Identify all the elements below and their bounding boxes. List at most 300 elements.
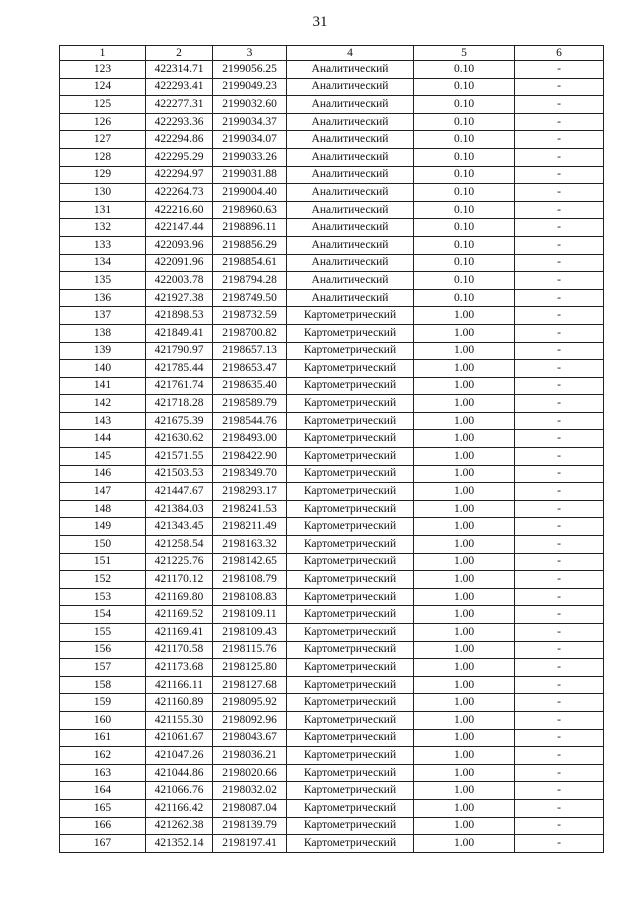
x-coordinate-cell: 421571.55 xyxy=(146,448,213,466)
point-number-cell: 164 xyxy=(60,782,146,800)
x-coordinate-cell: 422294.86 xyxy=(146,131,213,149)
point-number-cell: 147 xyxy=(60,483,146,501)
accuracy-cell: 1.00 xyxy=(414,835,515,853)
table-header xyxy=(60,46,604,61)
method-cell: Картометрический xyxy=(287,817,414,835)
method-cell: Картометрический xyxy=(287,676,414,694)
point-number-cell: 144 xyxy=(60,430,146,448)
x-coordinate-cell: 422293.41 xyxy=(146,78,213,96)
method-cell: Аналитический xyxy=(287,113,414,131)
table-row xyxy=(60,272,604,290)
table-row xyxy=(60,606,604,624)
accuracy-cell: 1.00 xyxy=(414,571,515,589)
point-number-cell: 152 xyxy=(60,571,146,589)
accuracy-cell: 1.00 xyxy=(414,782,515,800)
column-header-5: 5 xyxy=(414,46,515,61)
y-coordinate-cell: 2198293.17 xyxy=(213,483,287,501)
table-row xyxy=(60,799,604,817)
table-row xyxy=(60,659,604,677)
x-coordinate-cell: 421718.28 xyxy=(146,395,213,413)
x-coordinate-cell: 421225.76 xyxy=(146,553,213,571)
table-row xyxy=(60,412,604,430)
y-coordinate-cell: 2199049.23 xyxy=(213,78,287,96)
method-cell: Картометрический xyxy=(287,659,414,677)
note-cell: - xyxy=(515,201,604,219)
method-cell: Картометрический xyxy=(287,412,414,430)
table-row xyxy=(60,764,604,782)
accuracy-cell: 1.00 xyxy=(414,377,515,395)
method-cell: Аналитический xyxy=(287,78,414,96)
accuracy-cell: 1.00 xyxy=(414,465,515,483)
accuracy-cell: 1.00 xyxy=(414,817,515,835)
y-coordinate-cell: 2199031.88 xyxy=(213,166,287,184)
x-coordinate-cell: 421898.53 xyxy=(146,307,213,325)
accuracy-cell: 0.10 xyxy=(414,184,515,202)
method-cell: Картометрический xyxy=(287,448,414,466)
x-coordinate-cell: 421170.58 xyxy=(146,641,213,659)
accuracy-cell: 1.00 xyxy=(414,553,515,571)
point-number-cell: 126 xyxy=(60,113,146,131)
table-row xyxy=(60,624,604,642)
accuracy-cell: 1.00 xyxy=(414,483,515,501)
note-cell: - xyxy=(515,835,604,853)
method-cell: Аналитический xyxy=(287,96,414,114)
table-row xyxy=(60,131,604,149)
y-coordinate-cell: 2198657.13 xyxy=(213,342,287,360)
x-coordinate-cell: 421166.42 xyxy=(146,799,213,817)
method-cell: Картометрический xyxy=(287,536,414,554)
y-coordinate-cell: 2198125.80 xyxy=(213,659,287,677)
note-cell: - xyxy=(515,553,604,571)
x-coordinate-cell: 421160.89 xyxy=(146,694,213,712)
method-cell: Картометрический xyxy=(287,553,414,571)
y-coordinate-cell: 2198349.70 xyxy=(213,465,287,483)
table-row xyxy=(60,289,604,307)
y-coordinate-cell: 2198700.82 xyxy=(213,324,287,342)
x-coordinate-cell: 421166.11 xyxy=(146,676,213,694)
point-number-cell: 157 xyxy=(60,659,146,677)
accuracy-cell: 1.00 xyxy=(414,711,515,729)
point-number-cell: 156 xyxy=(60,641,146,659)
method-cell: Аналитический xyxy=(287,131,414,149)
x-coordinate-cell: 421790.97 xyxy=(146,342,213,360)
note-cell: - xyxy=(515,500,604,518)
accuracy-cell: 1.00 xyxy=(414,360,515,378)
point-number-cell: 161 xyxy=(60,729,146,747)
accuracy-cell: 1.00 xyxy=(414,588,515,606)
x-coordinate-cell: 421169.80 xyxy=(146,588,213,606)
note-cell: - xyxy=(515,131,604,149)
x-coordinate-cell: 421503.53 xyxy=(146,465,213,483)
accuracy-cell: 0.10 xyxy=(414,219,515,237)
point-number-cell: 163 xyxy=(60,764,146,782)
table-row xyxy=(60,236,604,254)
x-coordinate-cell: 421169.41 xyxy=(146,624,213,642)
x-coordinate-cell: 422264.73 xyxy=(146,184,213,202)
point-number-cell: 134 xyxy=(60,254,146,272)
note-cell: - xyxy=(515,659,604,677)
note-cell: - xyxy=(515,430,604,448)
accuracy-cell: 1.00 xyxy=(414,500,515,518)
table-row xyxy=(60,782,604,800)
point-number-cell: 155 xyxy=(60,624,146,642)
accuracy-cell: 0.10 xyxy=(414,113,515,131)
accuracy-cell: 1.00 xyxy=(414,659,515,677)
column-header-6: 6 xyxy=(515,46,604,61)
y-coordinate-cell: 2198493.00 xyxy=(213,430,287,448)
accuracy-cell: 1.00 xyxy=(414,395,515,413)
method-cell: Картометрический xyxy=(287,571,414,589)
y-coordinate-cell: 2198092.96 xyxy=(213,711,287,729)
x-coordinate-cell: 421258.54 xyxy=(146,536,213,554)
y-coordinate-cell: 2198544.76 xyxy=(213,412,287,430)
table-row xyxy=(60,553,604,571)
method-cell: Картометрический xyxy=(287,307,414,325)
table-row xyxy=(60,747,604,765)
x-coordinate-cell: 422314.71 xyxy=(146,61,213,79)
column-header-3: 3 xyxy=(213,46,287,61)
x-coordinate-cell: 422091.96 xyxy=(146,254,213,272)
accuracy-cell: 1.00 xyxy=(414,324,515,342)
point-number-cell: 150 xyxy=(60,536,146,554)
method-cell: Аналитический xyxy=(287,184,414,202)
accuracy-cell: 1.00 xyxy=(414,412,515,430)
method-cell: Аналитический xyxy=(287,254,414,272)
method-cell: Аналитический xyxy=(287,272,414,290)
method-cell: Картометрический xyxy=(287,729,414,747)
method-cell: Картометрический xyxy=(287,500,414,518)
point-number-cell: 154 xyxy=(60,606,146,624)
x-coordinate-cell: 421170.12 xyxy=(146,571,213,589)
note-cell: - xyxy=(515,764,604,782)
table-row xyxy=(60,201,604,219)
x-coordinate-cell: 421047.26 xyxy=(146,747,213,765)
y-coordinate-cell: 2198108.83 xyxy=(213,588,287,606)
table-row xyxy=(60,817,604,835)
y-coordinate-cell: 2198115.76 xyxy=(213,641,287,659)
x-coordinate-cell: 421927.38 xyxy=(146,289,213,307)
coordinates-table xyxy=(59,45,604,853)
method-cell: Картометрический xyxy=(287,782,414,800)
note-cell: - xyxy=(515,747,604,765)
method-cell: Аналитический xyxy=(287,166,414,184)
method-cell: Аналитический xyxy=(287,289,414,307)
table-row xyxy=(60,430,604,448)
x-coordinate-cell: 422294.97 xyxy=(146,166,213,184)
page-number: 31 xyxy=(312,14,328,30)
table-body xyxy=(60,61,604,853)
point-number-cell: 162 xyxy=(60,747,146,765)
y-coordinate-cell: 2199034.07 xyxy=(213,131,287,149)
method-cell: Аналитический xyxy=(287,148,414,166)
point-number-cell: 124 xyxy=(60,78,146,96)
accuracy-cell: 1.00 xyxy=(414,676,515,694)
note-cell: - xyxy=(515,289,604,307)
note-cell: - xyxy=(515,184,604,202)
point-number-cell: 165 xyxy=(60,799,146,817)
x-coordinate-cell: 421384.03 xyxy=(146,500,213,518)
accuracy-cell: 1.00 xyxy=(414,342,515,360)
table-row xyxy=(60,729,604,747)
note-cell: - xyxy=(515,342,604,360)
accuracy-cell: 1.00 xyxy=(414,694,515,712)
y-coordinate-cell: 2198732.59 xyxy=(213,307,287,325)
table-row xyxy=(60,395,604,413)
note-cell: - xyxy=(515,254,604,272)
x-coordinate-cell: 421630.62 xyxy=(146,430,213,448)
point-number-cell: 166 xyxy=(60,817,146,835)
y-coordinate-cell: 2198241.53 xyxy=(213,500,287,518)
y-coordinate-cell: 2198108.79 xyxy=(213,571,287,589)
method-cell: Картометрический xyxy=(287,606,414,624)
note-cell: - xyxy=(515,412,604,430)
x-coordinate-cell: 422147.44 xyxy=(146,219,213,237)
x-coordinate-cell: 421343.45 xyxy=(146,518,213,536)
point-number-cell: 159 xyxy=(60,694,146,712)
method-cell: Картометрический xyxy=(287,835,414,853)
point-number-cell: 136 xyxy=(60,289,146,307)
point-number-cell: 125 xyxy=(60,96,146,114)
method-cell: Картометрический xyxy=(287,377,414,395)
y-coordinate-cell: 2198139.79 xyxy=(213,817,287,835)
accuracy-cell: 1.00 xyxy=(414,430,515,448)
table-row xyxy=(60,465,604,483)
table-row xyxy=(60,518,604,536)
point-number-cell: 127 xyxy=(60,131,146,149)
table-row xyxy=(60,342,604,360)
x-coordinate-cell: 422277.31 xyxy=(146,96,213,114)
accuracy-cell: 0.10 xyxy=(414,148,515,166)
note-cell: - xyxy=(515,166,604,184)
note-cell: - xyxy=(515,641,604,659)
table-row xyxy=(60,96,604,114)
x-coordinate-cell: 421061.67 xyxy=(146,729,213,747)
point-number-cell: 133 xyxy=(60,236,146,254)
point-number-cell: 128 xyxy=(60,148,146,166)
note-cell: - xyxy=(515,624,604,642)
point-number-cell: 160 xyxy=(60,711,146,729)
note-cell: - xyxy=(515,711,604,729)
table-row xyxy=(60,711,604,729)
point-number-cell: 145 xyxy=(60,448,146,466)
y-coordinate-cell: 2199004.40 xyxy=(213,184,287,202)
table-row xyxy=(60,676,604,694)
method-cell: Картометрический xyxy=(287,360,414,378)
note-cell: - xyxy=(515,676,604,694)
method-cell: Картометрический xyxy=(287,395,414,413)
method-cell: Картометрический xyxy=(287,624,414,642)
note-cell: - xyxy=(515,782,604,800)
y-coordinate-cell: 2198095.92 xyxy=(213,694,287,712)
table-row xyxy=(60,61,604,79)
x-coordinate-cell: 421785.44 xyxy=(146,360,213,378)
y-coordinate-cell: 2199056.25 xyxy=(213,61,287,79)
point-number-cell: 141 xyxy=(60,377,146,395)
method-cell: Аналитический xyxy=(287,201,414,219)
x-coordinate-cell: 421262.38 xyxy=(146,817,213,835)
method-cell: Картометрический xyxy=(287,324,414,342)
accuracy-cell: 0.10 xyxy=(414,272,515,290)
y-coordinate-cell: 2199033.26 xyxy=(213,148,287,166)
x-coordinate-cell: 422216.60 xyxy=(146,201,213,219)
point-number-cell: 130 xyxy=(60,184,146,202)
point-number-cell: 143 xyxy=(60,412,146,430)
note-cell: - xyxy=(515,377,604,395)
y-coordinate-cell: 2198109.11 xyxy=(213,606,287,624)
note-cell: - xyxy=(515,113,604,131)
column-header-4: 4 xyxy=(287,46,414,61)
table-row xyxy=(60,641,604,659)
y-coordinate-cell: 2198635.40 xyxy=(213,377,287,395)
point-number-cell: 132 xyxy=(60,219,146,237)
accuracy-cell: 0.10 xyxy=(414,254,515,272)
accuracy-cell: 1.00 xyxy=(414,606,515,624)
accuracy-cell: 1.00 xyxy=(414,536,515,554)
point-number-cell: 149 xyxy=(60,518,146,536)
note-cell: - xyxy=(515,518,604,536)
x-coordinate-cell: 421173.68 xyxy=(146,659,213,677)
point-number-cell: 135 xyxy=(60,272,146,290)
accuracy-cell: 0.10 xyxy=(414,61,515,79)
method-cell: Картометрический xyxy=(287,342,414,360)
accuracy-cell: 1.00 xyxy=(414,764,515,782)
accuracy-cell: 0.10 xyxy=(414,236,515,254)
note-cell: - xyxy=(515,78,604,96)
point-number-cell: 129 xyxy=(60,166,146,184)
y-coordinate-cell: 2198856.29 xyxy=(213,236,287,254)
y-coordinate-cell: 2198653.47 xyxy=(213,360,287,378)
note-cell: - xyxy=(515,571,604,589)
table-row xyxy=(60,324,604,342)
table-row xyxy=(60,588,604,606)
table-row xyxy=(60,78,604,96)
y-coordinate-cell: 2198032.02 xyxy=(213,782,287,800)
y-coordinate-cell: 2198142.65 xyxy=(213,553,287,571)
method-cell: Картометрический xyxy=(287,518,414,536)
table-header-row xyxy=(60,46,604,61)
point-number-cell: 153 xyxy=(60,588,146,606)
table-row xyxy=(60,254,604,272)
y-coordinate-cell: 2198854.61 xyxy=(213,254,287,272)
method-cell: Картометрический xyxy=(287,711,414,729)
table-row xyxy=(60,694,604,712)
note-cell: - xyxy=(515,448,604,466)
table-row xyxy=(60,113,604,131)
table-row xyxy=(60,536,604,554)
column-header-2: 2 xyxy=(146,46,213,61)
x-coordinate-cell: 421169.52 xyxy=(146,606,213,624)
point-number-cell: 158 xyxy=(60,676,146,694)
accuracy-cell: 0.10 xyxy=(414,96,515,114)
note-cell: - xyxy=(515,606,604,624)
accuracy-cell: 0.10 xyxy=(414,201,515,219)
note-cell: - xyxy=(515,694,604,712)
table-row xyxy=(60,377,604,395)
y-coordinate-cell: 2199034.37 xyxy=(213,113,287,131)
point-number-cell: 167 xyxy=(60,835,146,853)
x-coordinate-cell: 421352.14 xyxy=(146,835,213,853)
table-row xyxy=(60,360,604,378)
accuracy-cell: 0.10 xyxy=(414,78,515,96)
table-row xyxy=(60,483,604,501)
y-coordinate-cell: 2198960.63 xyxy=(213,201,287,219)
note-cell: - xyxy=(515,61,604,79)
method-cell: Аналитический xyxy=(287,236,414,254)
y-coordinate-cell: 2198109.43 xyxy=(213,624,287,642)
y-coordinate-cell: 2198163.32 xyxy=(213,536,287,554)
y-coordinate-cell: 2198896.11 xyxy=(213,219,287,237)
method-cell: Картометрический xyxy=(287,588,414,606)
point-number-cell: 131 xyxy=(60,201,146,219)
x-coordinate-cell: 421155.30 xyxy=(146,711,213,729)
method-cell: Картометрический xyxy=(287,483,414,501)
method-cell: Картометрический xyxy=(287,799,414,817)
note-cell: - xyxy=(515,236,604,254)
table-row xyxy=(60,184,604,202)
note-cell: - xyxy=(515,588,604,606)
y-coordinate-cell: 2198749.50 xyxy=(213,289,287,307)
accuracy-cell: 1.00 xyxy=(414,747,515,765)
table-row xyxy=(60,500,604,518)
table-row xyxy=(60,835,604,853)
point-number-cell: 151 xyxy=(60,553,146,571)
method-cell: Картометрический xyxy=(287,641,414,659)
x-coordinate-cell: 421761.74 xyxy=(146,377,213,395)
x-coordinate-cell: 422003.78 xyxy=(146,272,213,290)
note-cell: - xyxy=(515,148,604,166)
note-cell: - xyxy=(515,465,604,483)
y-coordinate-cell: 2198087.04 xyxy=(213,799,287,817)
point-number-cell: 138 xyxy=(60,324,146,342)
method-cell: Картометрический xyxy=(287,764,414,782)
method-cell: Картометрический xyxy=(287,694,414,712)
table-row xyxy=(60,219,604,237)
table-row xyxy=(60,148,604,166)
x-coordinate-cell: 422093.96 xyxy=(146,236,213,254)
column-header-1: 1 xyxy=(60,46,146,61)
method-cell: Картометрический xyxy=(287,430,414,448)
y-coordinate-cell: 2198589.79 xyxy=(213,395,287,413)
point-number-cell: 139 xyxy=(60,342,146,360)
x-coordinate-cell: 421066.76 xyxy=(146,782,213,800)
accuracy-cell: 1.00 xyxy=(414,799,515,817)
accuracy-cell: 0.10 xyxy=(414,289,515,307)
y-coordinate-cell: 2198036.21 xyxy=(213,747,287,765)
point-number-cell: 123 xyxy=(60,61,146,79)
point-number-cell: 146 xyxy=(60,465,146,483)
y-coordinate-cell: 2198043.67 xyxy=(213,729,287,747)
point-number-cell: 137 xyxy=(60,307,146,325)
accuracy-cell: 1.00 xyxy=(414,729,515,747)
method-cell: Аналитический xyxy=(287,219,414,237)
method-cell: Картометрический xyxy=(287,747,414,765)
table-row xyxy=(60,571,604,589)
y-coordinate-cell: 2198197.41 xyxy=(213,835,287,853)
x-coordinate-cell: 421849.41 xyxy=(146,324,213,342)
note-cell: - xyxy=(515,536,604,554)
note-cell: - xyxy=(515,799,604,817)
method-cell: Аналитический xyxy=(287,61,414,79)
note-cell: - xyxy=(515,96,604,114)
method-cell: Картометрический xyxy=(287,465,414,483)
accuracy-cell: 0.10 xyxy=(414,166,515,184)
accuracy-cell: 1.00 xyxy=(414,641,515,659)
point-number-cell: 140 xyxy=(60,360,146,378)
x-coordinate-cell: 422295.29 xyxy=(146,148,213,166)
note-cell: - xyxy=(515,307,604,325)
accuracy-cell: 1.00 xyxy=(414,307,515,325)
x-coordinate-cell: 421044.86 xyxy=(146,764,213,782)
